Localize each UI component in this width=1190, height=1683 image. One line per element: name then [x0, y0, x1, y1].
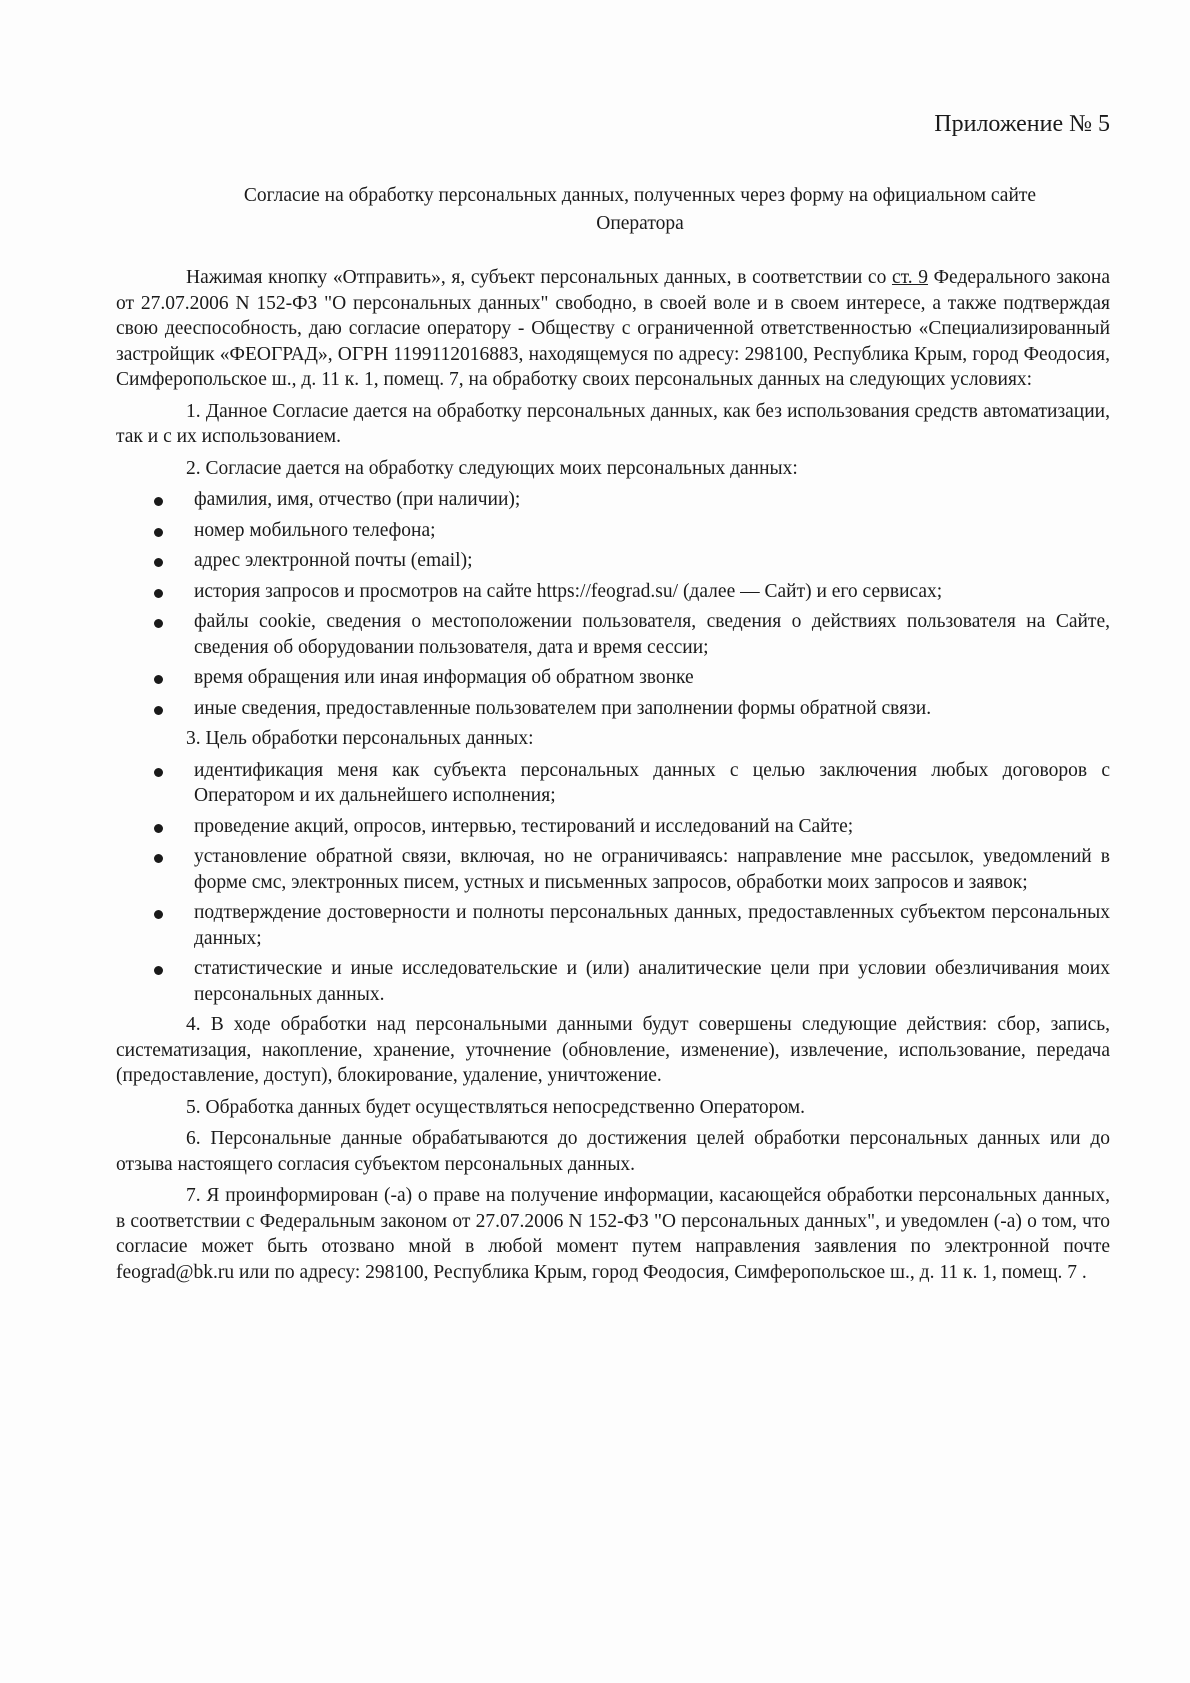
- list-item-text: проведение акций, опросов, интервью, тестирований и исследований на Сайте;: [194, 815, 854, 837]
- list-item-text: история запросов и просмотров на сайте https://feograd.su/ (далее — Сайт) и его сервисах;: [194, 580, 943, 602]
- document-body: [116, 265, 1110, 1291]
- paragraph-7: 7. Я проинформирован (-а) о праве на получение информации, касающейся обработки персональных данных, в соответствии с Федеральным законом от 27.07.2006 N 152-ФЗ "О персональных данных", и уведомлен (-а) о том, что согласие может быть отозвано мной в любой момент путем направления заявления по электронной почте feograd@bk.ru или по адресу: 298100, Республика Крым, город Феодосия, Симферопольское ш., д. 11 к. 1, помещ. 7 .: [116, 1185, 1110, 1283]
- list-item: [116, 900, 1110, 951]
- bullet-icon: [154, 497, 163, 506]
- bullet-icon: [154, 589, 163, 598]
- paragraph-2-heading: 2. Согласие дается на обработку следующих моих персональных данных:: [186, 457, 798, 479]
- bullet-icon: [154, 854, 163, 863]
- processing-purpose-list: [116, 758, 1110, 1008]
- list-item: [116, 579, 1110, 605]
- paragraph-6: 6. Персональные данные обрабатываются до достижения целей обработки персональных данных или до отзыва настоящего согласия субъектом персональных данных.: [116, 1128, 1110, 1175]
- bullet-icon: [154, 824, 163, 833]
- bullet-icon: [154, 966, 163, 975]
- intro-paragraph: [116, 265, 1110, 393]
- paragraph-3-heading: 3. Цель обработки персональных данных:: [186, 728, 534, 749]
- list-item: [116, 609, 1110, 660]
- list-item: [116, 956, 1110, 1007]
- list-item-text: установление обратной связи, включая, но не ограничиваясь: направление мне рассылок, уведомлений в форме смс, электронных писем, устных и письменных запросов, обработки моих запросов и заявок;: [194, 846, 1110, 893]
- list-item: [116, 548, 1110, 574]
- attachment-label: Приложение № 5: [934, 111, 1110, 137]
- list-item: [116, 665, 1110, 691]
- title-line-1: Согласие на обработку персональных данных, полученных через форму на официальном сайте: [243, 185, 1037, 206]
- law-article-link: ст. 9: [891, 267, 928, 288]
- list-item: [116, 487, 1110, 513]
- bullet-icon: [154, 910, 163, 919]
- intro-text-start: Нажимая кнопку «Отправить», я, субъект персональных данных, в соответствии со: [186, 267, 892, 288]
- bullet-icon: [154, 768, 163, 777]
- paragraph-1: 1. Данное Согласие дается на обработку персональных данных, как без использования средств автоматизации, так и с их использованием.: [116, 400, 1110, 447]
- list-item-text: идентификация меня как субъекта персональных данных с целью заключения любых договоров с Оператором и их дальнейшего исполнения;: [194, 759, 1110, 806]
- list-item: [116, 758, 1110, 809]
- list-item-text: иные сведения, предоставленные пользователем при заполнении формы обратной связи.: [194, 697, 932, 719]
- list-item-text: адрес электронной почты (email);: [194, 550, 473, 571]
- document-title: [170, 182, 1110, 238]
- bullet-icon: [154, 558, 163, 567]
- paragraph-4: 4. В ходе обработки над персональными данными будут совершены следующие действия: сбор, запись, систематизация, накопление, хранение, уточнение (обновление, изменение), извлечение, использование, передача (предоставление, доступ), блокирование, удаление, уничтожение.: [116, 1014, 1110, 1086]
- bullet-icon: [154, 706, 163, 715]
- list-item: [116, 518, 1110, 544]
- list-item-text: фамилия, имя, отчество (при наличии);: [194, 489, 521, 510]
- list-item: [116, 814, 1110, 840]
- paragraph-5: 5. Обработка данных будет осуществляться непосредственно Оператором.: [186, 1096, 806, 1118]
- list-item-text: время обращения или иная информация об обратном звонке: [194, 667, 694, 688]
- personal-data-list: [116, 487, 1110, 721]
- list-item-text: статистические и иные исследовательские и (или) аналитические цели при условии обезличивания моих персональных данных.: [194, 958, 1110, 1005]
- title-line-2: Оператора: [596, 213, 684, 234]
- list-item: [116, 696, 1110, 722]
- bullet-icon: [154, 528, 163, 537]
- list-item-text: подтверждение достоверности и полноты персональных данных, предоставленных субъектом персональных данных;: [194, 902, 1110, 949]
- list-item-text: номер мобильного телефона;: [194, 519, 436, 541]
- list-item-text: файлы cookie, сведения о местоположении пользователя, сведения о действиях пользователя на Сайте, сведения об оборудовании пользователя, дата и время сессии;: [194, 611, 1110, 658]
- intro-text-end: Федерального закона от 27.07.2006 N 152-ФЗ "О персональных данных" свободно, в своей воле и в своем интересе, а также подтверждая свою дееспособность, даю согласие оператору - Обществу с ограниченной ответственностью «Специализированный застройщик «ФЕОГРАД», ОГРН 1199112016883, находящемуся по адресу: 298100, Республика Крым, город Феодосия, Симферопольское ш., д. 11 к. 1, помещ. 7, на обработку своих персональных данных на следующих условиях:: [116, 267, 1111, 390]
- bullet-icon: [154, 619, 163, 628]
- list-item: [116, 844, 1110, 895]
- bullet-icon: [154, 675, 163, 684]
